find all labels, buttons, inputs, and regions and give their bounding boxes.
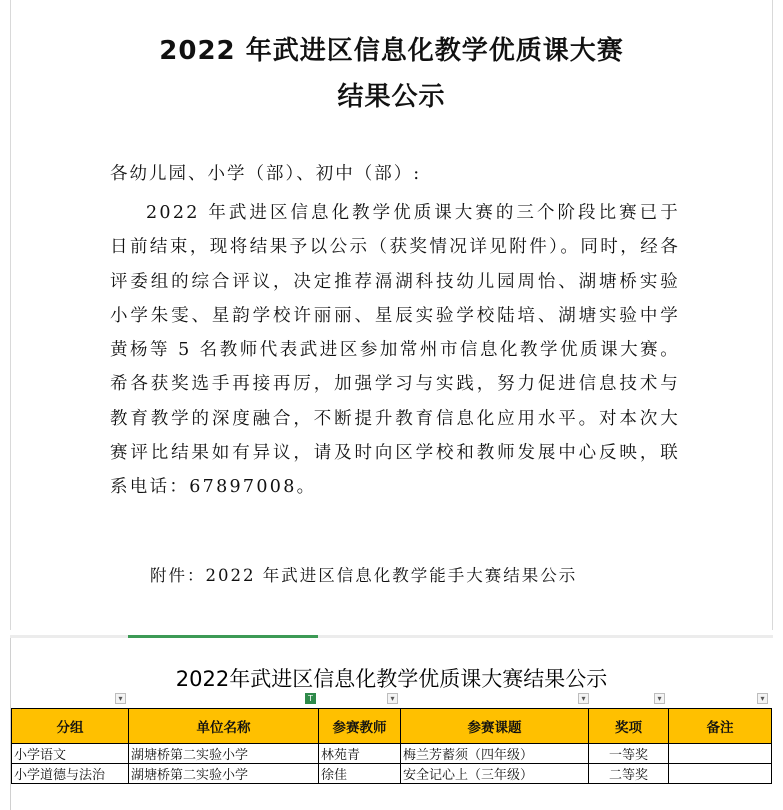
document-title: 2022 年武进区信息化教学优质课大赛 (159, 36, 624, 66)
selected-column-indicator (128, 635, 318, 638)
header-note[interactable]: 备注 (669, 709, 772, 744)
cell-group[interactable]: 小学道德与法治 (12, 764, 129, 784)
cell-unit[interactable]: 湖塘桥第二实验小学 (129, 744, 319, 764)
cell-group[interactable]: 小学语文 (12, 744, 129, 764)
cell-unit[interactable]: 湖塘桥第二实验小学 (129, 764, 319, 784)
cell-teacher[interactable]: 林苑青 (319, 744, 401, 764)
cell-topic[interactable]: 梅兰芳蓄须（四年级） (401, 744, 589, 764)
cell-award[interactable]: 二等奖 (589, 764, 669, 784)
filter-dropdown-icon[interactable]: ▾ (757, 693, 768, 704)
header-award[interactable]: 奖项 (589, 709, 669, 744)
cell-note[interactable] (669, 744, 772, 764)
filter-dropdown-icon[interactable]: ▾ (387, 693, 398, 704)
result-spreadsheet (0, 635, 783, 810)
cell-award[interactable]: 一等奖 (589, 744, 669, 764)
filter-dropdown-icon[interactable]: ▾ (115, 693, 126, 704)
table-header-row (12, 709, 772, 744)
sheet-header-bar (10, 635, 773, 638)
header-teacher[interactable]: 参赛教师 (319, 709, 401, 744)
sheet-title: 2022年武进区信息化教学优质课大赛结果公示 (175, 667, 608, 691)
header-topic[interactable]: 参赛课题 (401, 709, 589, 744)
cell-note[interactable] (669, 764, 772, 784)
filter-active-icon[interactable]: T (305, 693, 316, 704)
header-unit[interactable]: 单位名称 (129, 709, 319, 744)
cell-topic[interactable]: 安全记心上（三年级） (401, 764, 589, 784)
document-subtitle: 结果公示 (337, 82, 446, 112)
attachment-line: 附件：2022 年武进区信息化教学能手大赛结果公示 (150, 566, 578, 585)
notice-body: 2022 年武进区信息化教学优质课大赛的三个阶段比赛已于日前结束，现将结果予以公示（获奖情况详见附件）。同时，经各评委组的综合评议，决定推荐滆湖科技幼儿园周怡、湖塘桥实验小学朱雯、星韵学校许丽丽、星辰实验学校陆培、湖塘实验中学黄杨等 5 名教师代表武进区参加常州市信息化教学优质课大赛。希各获奖选手再接再厉，加强学习与实践，努力促进信息技术与教育教学的深度融合，不断提升教育信息化应用水平。对本次大赛评比结果如有异议，请及时向区学校和教师发展中心反映，联系电话：67897008。 (110, 203, 680, 498)
salutation: 各幼儿园、小学（部）、初中（部）: (110, 164, 422, 184)
result-table (11, 708, 772, 784)
cell-teacher[interactable]: 徐佳 (319, 764, 401, 784)
table-row (12, 764, 772, 784)
table-row (12, 744, 772, 764)
filter-dropdown-icon[interactable]: ▾ (578, 693, 589, 704)
header-group[interactable]: 分组 (12, 709, 129, 744)
filter-dropdown-icon[interactable]: ▾ (654, 693, 665, 704)
